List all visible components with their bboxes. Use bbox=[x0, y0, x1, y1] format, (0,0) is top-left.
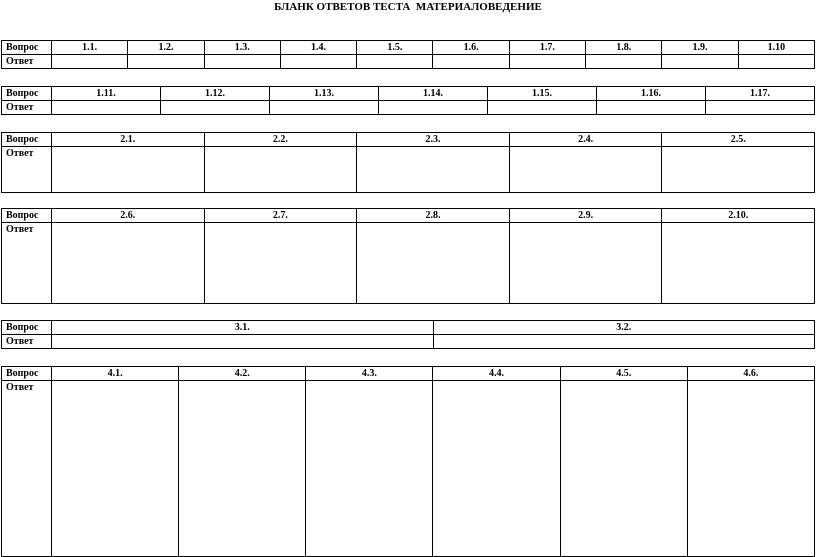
answer-cell[interactable] bbox=[509, 147, 662, 193]
question-number: 2.2. bbox=[204, 133, 357, 147]
answer-row bbox=[2, 147, 815, 193]
question-number: 1.4. bbox=[280, 41, 356, 55]
question-number: 1.15. bbox=[488, 87, 597, 101]
answer-cell[interactable] bbox=[662, 223, 815, 304]
question-number: 1.13. bbox=[270, 87, 379, 101]
answer-cell[interactable] bbox=[204, 223, 357, 304]
answer-row bbox=[2, 101, 815, 115]
answer-cell[interactable] bbox=[357, 55, 433, 69]
answer-cell[interactable] bbox=[488, 101, 597, 115]
question-number: 1.9. bbox=[662, 41, 738, 55]
question-number: 2.9. bbox=[509, 209, 662, 223]
answer-cell[interactable] bbox=[357, 223, 510, 304]
answer-cell[interactable] bbox=[52, 101, 161, 115]
answer-cell[interactable] bbox=[433, 55, 509, 69]
question-number: 2.3. bbox=[357, 133, 510, 147]
answer-cell[interactable] bbox=[706, 101, 815, 115]
question-number: 2.10. bbox=[662, 209, 815, 223]
question-number: 4.3. bbox=[306, 367, 433, 381]
question-number: 1.6. bbox=[433, 41, 509, 55]
answer-table-section-1b bbox=[1, 86, 815, 115]
question-number: 2.5. bbox=[662, 133, 815, 147]
question-number: 1.7. bbox=[509, 41, 585, 55]
answer-cell[interactable] bbox=[509, 223, 662, 304]
question-number: 1.1. bbox=[52, 41, 128, 55]
answer-row bbox=[2, 381, 815, 557]
question-row-label: Вопрос bbox=[2, 321, 52, 335]
answer-table-section-2a bbox=[1, 132, 815, 193]
answer-cell[interactable] bbox=[204, 55, 280, 69]
answer-row-label: Ответ bbox=[2, 223, 52, 304]
answer-row-label: Ответ bbox=[2, 381, 52, 557]
answer-cell[interactable] bbox=[597, 101, 706, 115]
answer-cell[interactable] bbox=[662, 147, 815, 193]
answer-cell[interactable] bbox=[280, 55, 356, 69]
answer-cell[interactable] bbox=[52, 223, 205, 304]
answer-table-section-1a bbox=[1, 40, 815, 69]
answer-cell[interactable] bbox=[270, 101, 379, 115]
answer-cell[interactable] bbox=[52, 55, 128, 69]
answer-cell[interactable] bbox=[433, 335, 815, 349]
question-number: 2.1. bbox=[52, 133, 205, 147]
question-number: 2.6. bbox=[52, 209, 205, 223]
form-title: БЛАНК ОТВЕТОВ ТЕСТА МАТЕРИАЛОВЕДЕНИЕ bbox=[274, 1, 542, 13]
answer-row bbox=[2, 223, 815, 304]
answer-cell[interactable] bbox=[179, 381, 306, 557]
answer-cell[interactable] bbox=[738, 55, 814, 69]
answer-table-section-4 bbox=[1, 366, 815, 557]
question-row-label: Вопрос bbox=[2, 133, 52, 147]
answer-cell[interactable] bbox=[161, 101, 270, 115]
question-number: 1.14. bbox=[379, 87, 488, 101]
answer-cell[interactable] bbox=[433, 381, 560, 557]
answer-cell[interactable] bbox=[662, 55, 738, 69]
answer-table-section-2b bbox=[1, 208, 815, 304]
question-row bbox=[2, 133, 815, 147]
question-number: 3.1. bbox=[52, 321, 434, 335]
answer-cell[interactable] bbox=[306, 381, 433, 557]
answer-cell[interactable] bbox=[204, 147, 357, 193]
question-number: 1.8. bbox=[586, 41, 662, 55]
question-row-label: Вопрос bbox=[2, 209, 52, 223]
answer-cell[interactable] bbox=[509, 55, 585, 69]
question-number: 2.4. bbox=[509, 133, 662, 147]
question-number: 4.1. bbox=[52, 367, 179, 381]
question-number: 1.17. bbox=[706, 87, 815, 101]
answer-cell[interactable] bbox=[560, 381, 687, 557]
question-row bbox=[2, 41, 815, 55]
question-row-label: Вопрос bbox=[2, 87, 52, 101]
question-number: 1.11. bbox=[52, 87, 161, 101]
answer-row bbox=[2, 55, 815, 69]
answer-row-label: Ответ bbox=[2, 55, 52, 69]
question-number: 4.6. bbox=[687, 367, 814, 381]
answer-cell[interactable] bbox=[52, 381, 179, 557]
question-number: 4.4. bbox=[433, 367, 560, 381]
question-number: 1.10 bbox=[738, 41, 814, 55]
question-row-label: Вопрос bbox=[2, 367, 52, 381]
answer-cell[interactable] bbox=[128, 55, 204, 69]
answer-row-label: Ответ bbox=[2, 335, 52, 349]
question-number: 2.8. bbox=[357, 209, 510, 223]
answer-cell[interactable] bbox=[687, 381, 814, 557]
answer-row-label: Ответ bbox=[2, 147, 52, 193]
answer-row bbox=[2, 335, 815, 349]
question-number: 1.12. bbox=[161, 87, 270, 101]
question-number: 3.2. bbox=[433, 321, 815, 335]
question-row bbox=[2, 367, 815, 381]
question-number: 1.3. bbox=[204, 41, 280, 55]
question-row bbox=[2, 321, 815, 335]
answer-cell[interactable] bbox=[52, 335, 434, 349]
answer-row-label: Ответ bbox=[2, 101, 52, 115]
question-number: 1.16. bbox=[597, 87, 706, 101]
question-number: 4.2. bbox=[179, 367, 306, 381]
question-row bbox=[2, 87, 815, 101]
answer-table-section-3 bbox=[1, 320, 815, 349]
question-row bbox=[2, 209, 815, 223]
question-row-label: Вопрос bbox=[2, 41, 52, 55]
question-number: 4.5. bbox=[560, 367, 687, 381]
answer-cell[interactable] bbox=[357, 147, 510, 193]
answer-cell[interactable] bbox=[586, 55, 662, 69]
question-number: 1.5. bbox=[357, 41, 433, 55]
question-number: 1.2. bbox=[128, 41, 204, 55]
answer-cell[interactable] bbox=[379, 101, 488, 115]
answer-cell[interactable] bbox=[52, 147, 205, 193]
question-number: 2.7. bbox=[204, 209, 357, 223]
